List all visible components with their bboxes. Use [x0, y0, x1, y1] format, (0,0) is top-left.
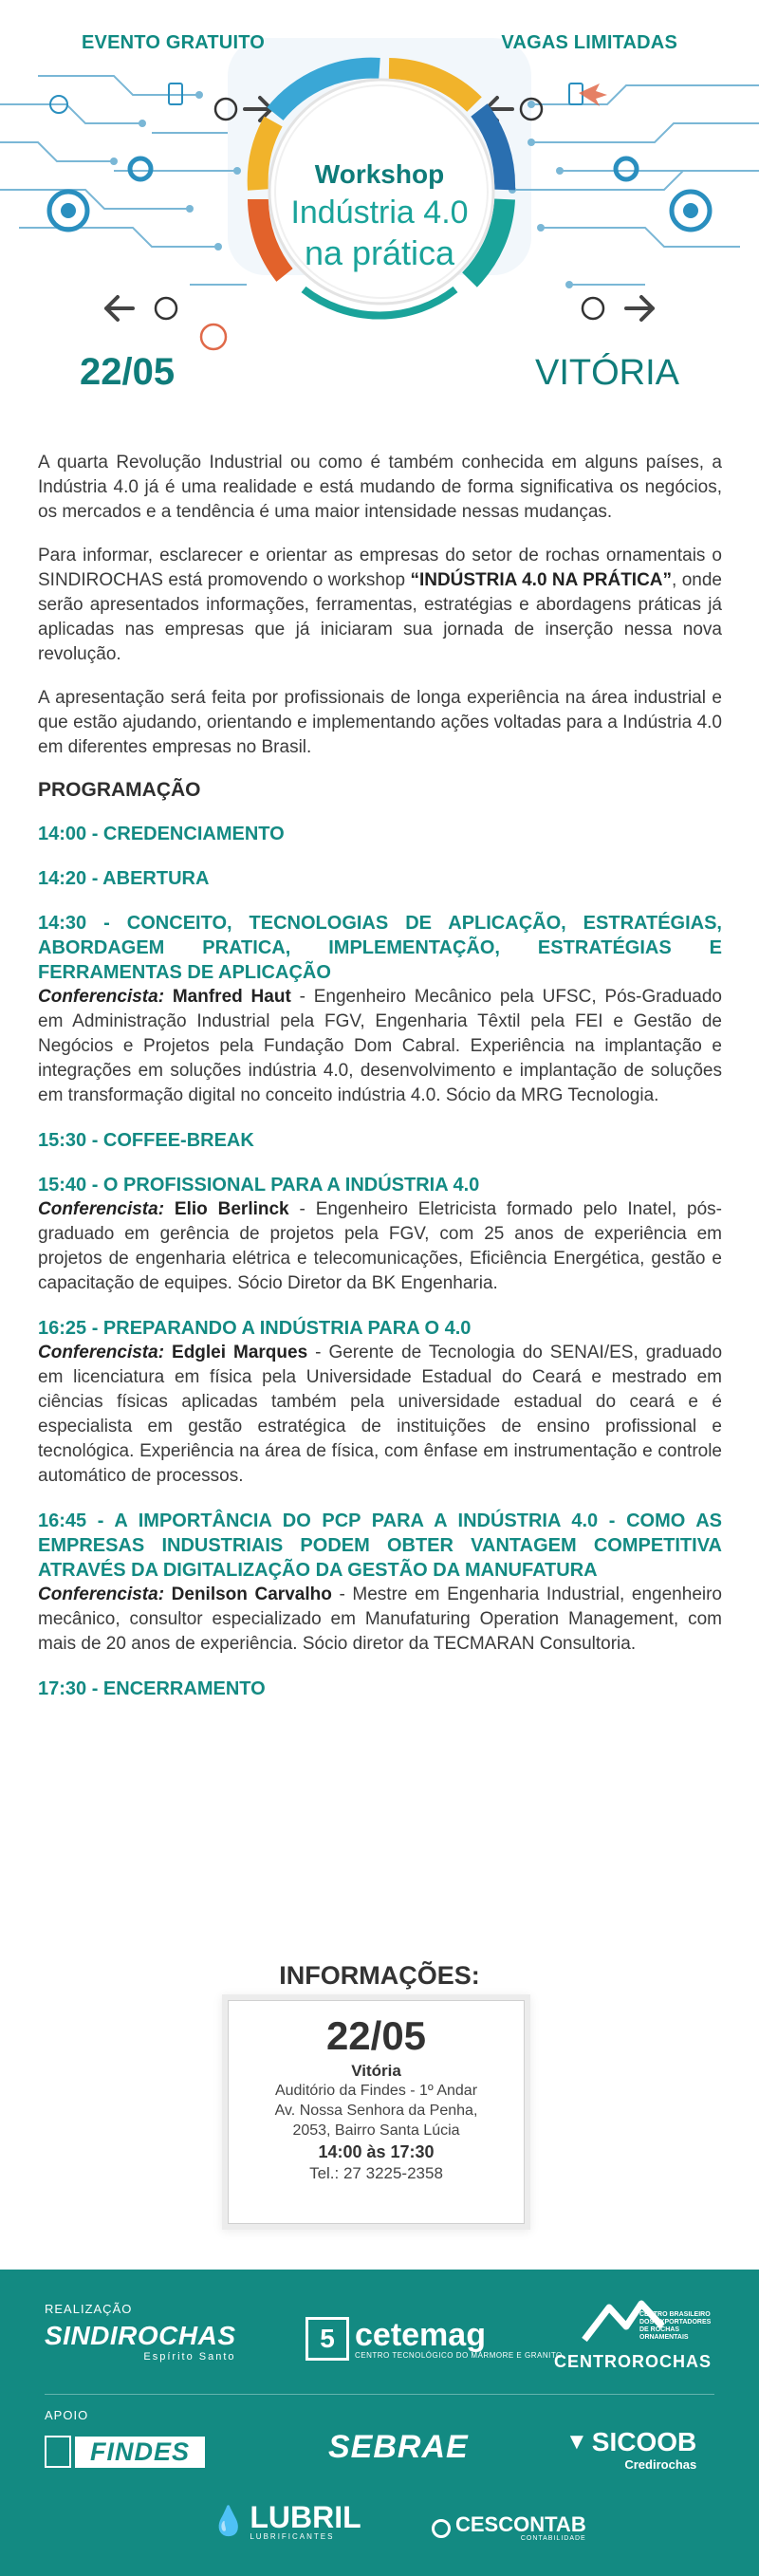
- workshop-title-line1: Indústria 4.0: [290, 195, 469, 231]
- workshop-title-line2: na prática: [304, 233, 455, 272]
- sponsors-footer: [0, 2270, 759, 2576]
- lubril-logo-text: LUBRIL: [250, 2500, 361, 2534]
- speaker-description: - Engenheiro Mecânico pela UFSC, Pós-Graduado em Administração Industrial pela FGV, Engenharia Têxtil pela FEI e Gestão de Negócios e Projetos pela Fundação Dom Cabral. Experiência na implantação e integrações em soluções indústria 4.0, desenvolvimento e implantação de soluções em transformação digital no conceito indústria 4.0. Sócio da MRG Tecnologia.: [38, 987, 722, 1105]
- info-venue: Auditório da Findes - 1º Andar: [274, 2083, 478, 2099]
- info-time: 14:00 às 17:30: [318, 2142, 435, 2161]
- slot-title: 14:20 - ABERTURA: [38, 868, 210, 889]
- speaker-role: Conferencista:: [38, 1585, 165, 1604]
- slot-title: 15:40 - O PROFISSIONAL PARA A INDÚSTRIA 4.0: [38, 1175, 480, 1195]
- droplet-icon: 💧: [211, 2506, 247, 2537]
- slot-title: 16:25 - PREPARANDO A INDÚSTRIA PARA O 4.0: [38, 1318, 472, 1339]
- slot-title: 15:30 - COFFEE-BREAK: [38, 1130, 254, 1151]
- program-title: PROGRAMAÇÃO: [38, 779, 201, 801]
- cetemag-mark-icon: 5: [305, 2317, 349, 2361]
- workshop-label: Workshop: [314, 159, 445, 189]
- sindirochas-logo-text: SINDIROCHAS: [45, 2321, 236, 2350]
- event-date: 22/05: [80, 351, 176, 389]
- findes-logo-text: FINDES: [75, 2437, 205, 2468]
- event-city: VITÓRIA: [534, 353, 679, 389]
- speaker-name: Denilson Carvalho: [171, 1585, 332, 1604]
- findes-mark-icon: [45, 2436, 71, 2468]
- sebrae-logo: SEBRAE: [328, 2429, 469, 2465]
- centrorochas-logo-text: CENTROROCHAS: [553, 2352, 712, 2371]
- info-date: 22/05: [325, 2013, 427, 2058]
- workshop-name-highlight: “INDÚSTRIA 4.0 NA PRÁTICA”: [410, 570, 673, 590]
- realizacao-label: REALIZAÇÃO: [45, 2302, 133, 2316]
- cescontab-logo-text: CESCONTAB: [455, 2512, 586, 2536]
- free-event-tag: EVENTO GRATUITO: [82, 32, 266, 53]
- centrorochas-logo: [552, 2298, 713, 2372]
- program-slot: [38, 866, 722, 891]
- intro-paragraph-2: [38, 544, 722, 667]
- slot-title: 16:45 - A IMPORTÂNCIA DO PCP PARA A INDÚSTRIA 4.0 - COMO AS EMPRESAS INDUSTRIAIS PODEM OBTER VANTAGEM COMPETITIVA ATRAVÉS DA DIGITALIZAÇÃO DA GESTÃO DA MANUFATURA: [38, 1510, 722, 1581]
- slot-title: 14:30 - CONCEITO, TECNOLOGIAS DE APLICAÇÃO, ESTRATÉGIAS, ABORDAGEM PRATICA, IMPLEMENTAÇÃO, ESTRATÉGIAS E FERRAMENTAS DE APLICAÇÃO: [38, 913, 722, 983]
- cetemag-logo: [305, 2317, 563, 2361]
- speaker-name: Manfred Haut: [172, 987, 291, 1007]
- intro-paragraph-1: A quarta Revolução Industrial ou como é também conhecida em alguns países, a Indústria 4.0 já é uma realidade e está mudando de forma significativa os negócios, os mercados e a tendência é uma maior intensidade nessas mudanças.: [38, 453, 722, 522]
- intro-paragraph-3: A apresentação será feita por profissionais de longa experiência na área industrial e que estão ajudando, orientando e implementando ações voltadas para a Indústria 4.0 em diferentes empresas no Brasil.: [38, 688, 722, 757]
- program-slot: [38, 822, 722, 846]
- info-card: [228, 2000, 525, 2224]
- cescontab-logo-subtext: CONTABILIDADE: [520, 2535, 586, 2542]
- sicoob-logo-text: SICOOB: [591, 2427, 697, 2456]
- info-address-street: Av. Nossa Senhora da Penha,: [274, 2103, 478, 2119]
- program-slot: [38, 1128, 722, 1153]
- intro-p2-text-end: , onde serão apresentados informações, ferramentas, estratégias e abordagens práticas já aplicadas nas empresas que já iniciaram sua jornada de inserção nessa nova revolução.: [38, 570, 722, 664]
- cetemag-logo-subtext: CENTRO TECNOLÓGICO DO MÁRMORE E GRANITO: [355, 2350, 563, 2360]
- speaker-bio: [38, 1341, 722, 1489]
- slot-title: 14:00 - CREDENCIAMENTO: [38, 824, 285, 844]
- header-banner: [0, 0, 759, 389]
- program-slot: [38, 1509, 722, 1657]
- main-content: [38, 451, 722, 1721]
- program-slot: [38, 911, 722, 1108]
- speaker-description: - Engenheiro Eletricista formado pelo Inatel, pós-graduado em gerência de projetos pela FGV, com 25 anos de experiência em projetos de engenharia elétrica e telecomunicações, Eficiência Energética, gestão e capacitação de equipes. Sócio Diretor da BK Engenharia.: [38, 1199, 722, 1293]
- centrorochas-logo-subtext: CENTRO BRASILEIRO DOS EXPORTADORES DE ROCHAS ORNAMENTAIS: [639, 2311, 712, 2341]
- cescontab-logo: [432, 2514, 586, 2542]
- footer-divider: [45, 2394, 714, 2395]
- speaker-role: Conferencista:: [38, 1343, 165, 1362]
- sicoob-mark-icon: ▼: [565, 2429, 588, 2455]
- sicoob-logo: [565, 2429, 696, 2472]
- info-title: INFORMAÇÕES:: [279, 1961, 480, 1990]
- lubril-logo-subtext: LUBRIFICANTES: [250, 2532, 335, 2541]
- program-slot: [38, 1173, 722, 1296]
- program-slot: [38, 1316, 722, 1489]
- lubril-logo: [211, 2502, 361, 2541]
- speaker-bio: [38, 985, 722, 1108]
- speaker-description: - Mestre em Engenharia Industrial, engenheiro mecânico, consultor especializado em Manufaturing Operation Management, com mais de 20 anos de experiência. Sócio diretor da TECMARAN Consultoria.: [38, 1585, 722, 1654]
- sindirochas-logo: [45, 2323, 236, 2363]
- speaker-role: Conferencista:: [38, 1199, 165, 1219]
- speaker-bio: [38, 1583, 722, 1657]
- info-phone: Tel.: 27 3225-2358: [309, 2164, 443, 2182]
- info-address-district: 2053, Bairro Santa Lúcia: [292, 2122, 460, 2139]
- findes-logo: [45, 2436, 205, 2468]
- speaker-bio: [38, 1197, 722, 1296]
- sicoob-logo-subtext: Credirochas: [624, 2457, 697, 2472]
- limited-seats-tag: VAGAS LIMITADAS: [501, 32, 677, 53]
- apoio-label: APOIO: [45, 2408, 89, 2422]
- slot-title: 17:30 - ENCERRAMENTO: [38, 1678, 266, 1699]
- speaker-name: Elio Berlinck: [174, 1199, 289, 1219]
- speaker-name: Edglei Marques: [172, 1343, 308, 1362]
- cetemag-logo-text: cetemag: [355, 2316, 486, 2353]
- info-city: Vitória: [351, 2062, 401, 2080]
- intro-p2-text: Para informar, esclarecer e orientar as empresas do setor de rochas ornamentais o SINDIROCHAS está promovendo o workshop: [38, 546, 722, 590]
- cescontab-mark-icon: [432, 2519, 451, 2538]
- sindirochas-logo-subtext: Espírito Santo: [143, 2351, 236, 2363]
- speaker-description: - Gerente de Tecnologia do SENAI/ES, graduado em licenciatura em física pela Universidade Estadual do Ceará e mestrado em ciências físicas aplicadas também pela universidade estadual do ceará e é especialista em gestão estratégica de instituições de ensino profissional e tecnológica. Experiência na área de física, com ênfase em instrumentação e controle automático de processos.: [38, 1343, 723, 1486]
- speaker-role: Conferencista:: [38, 987, 165, 1007]
- program-slot: [38, 1677, 722, 1701]
